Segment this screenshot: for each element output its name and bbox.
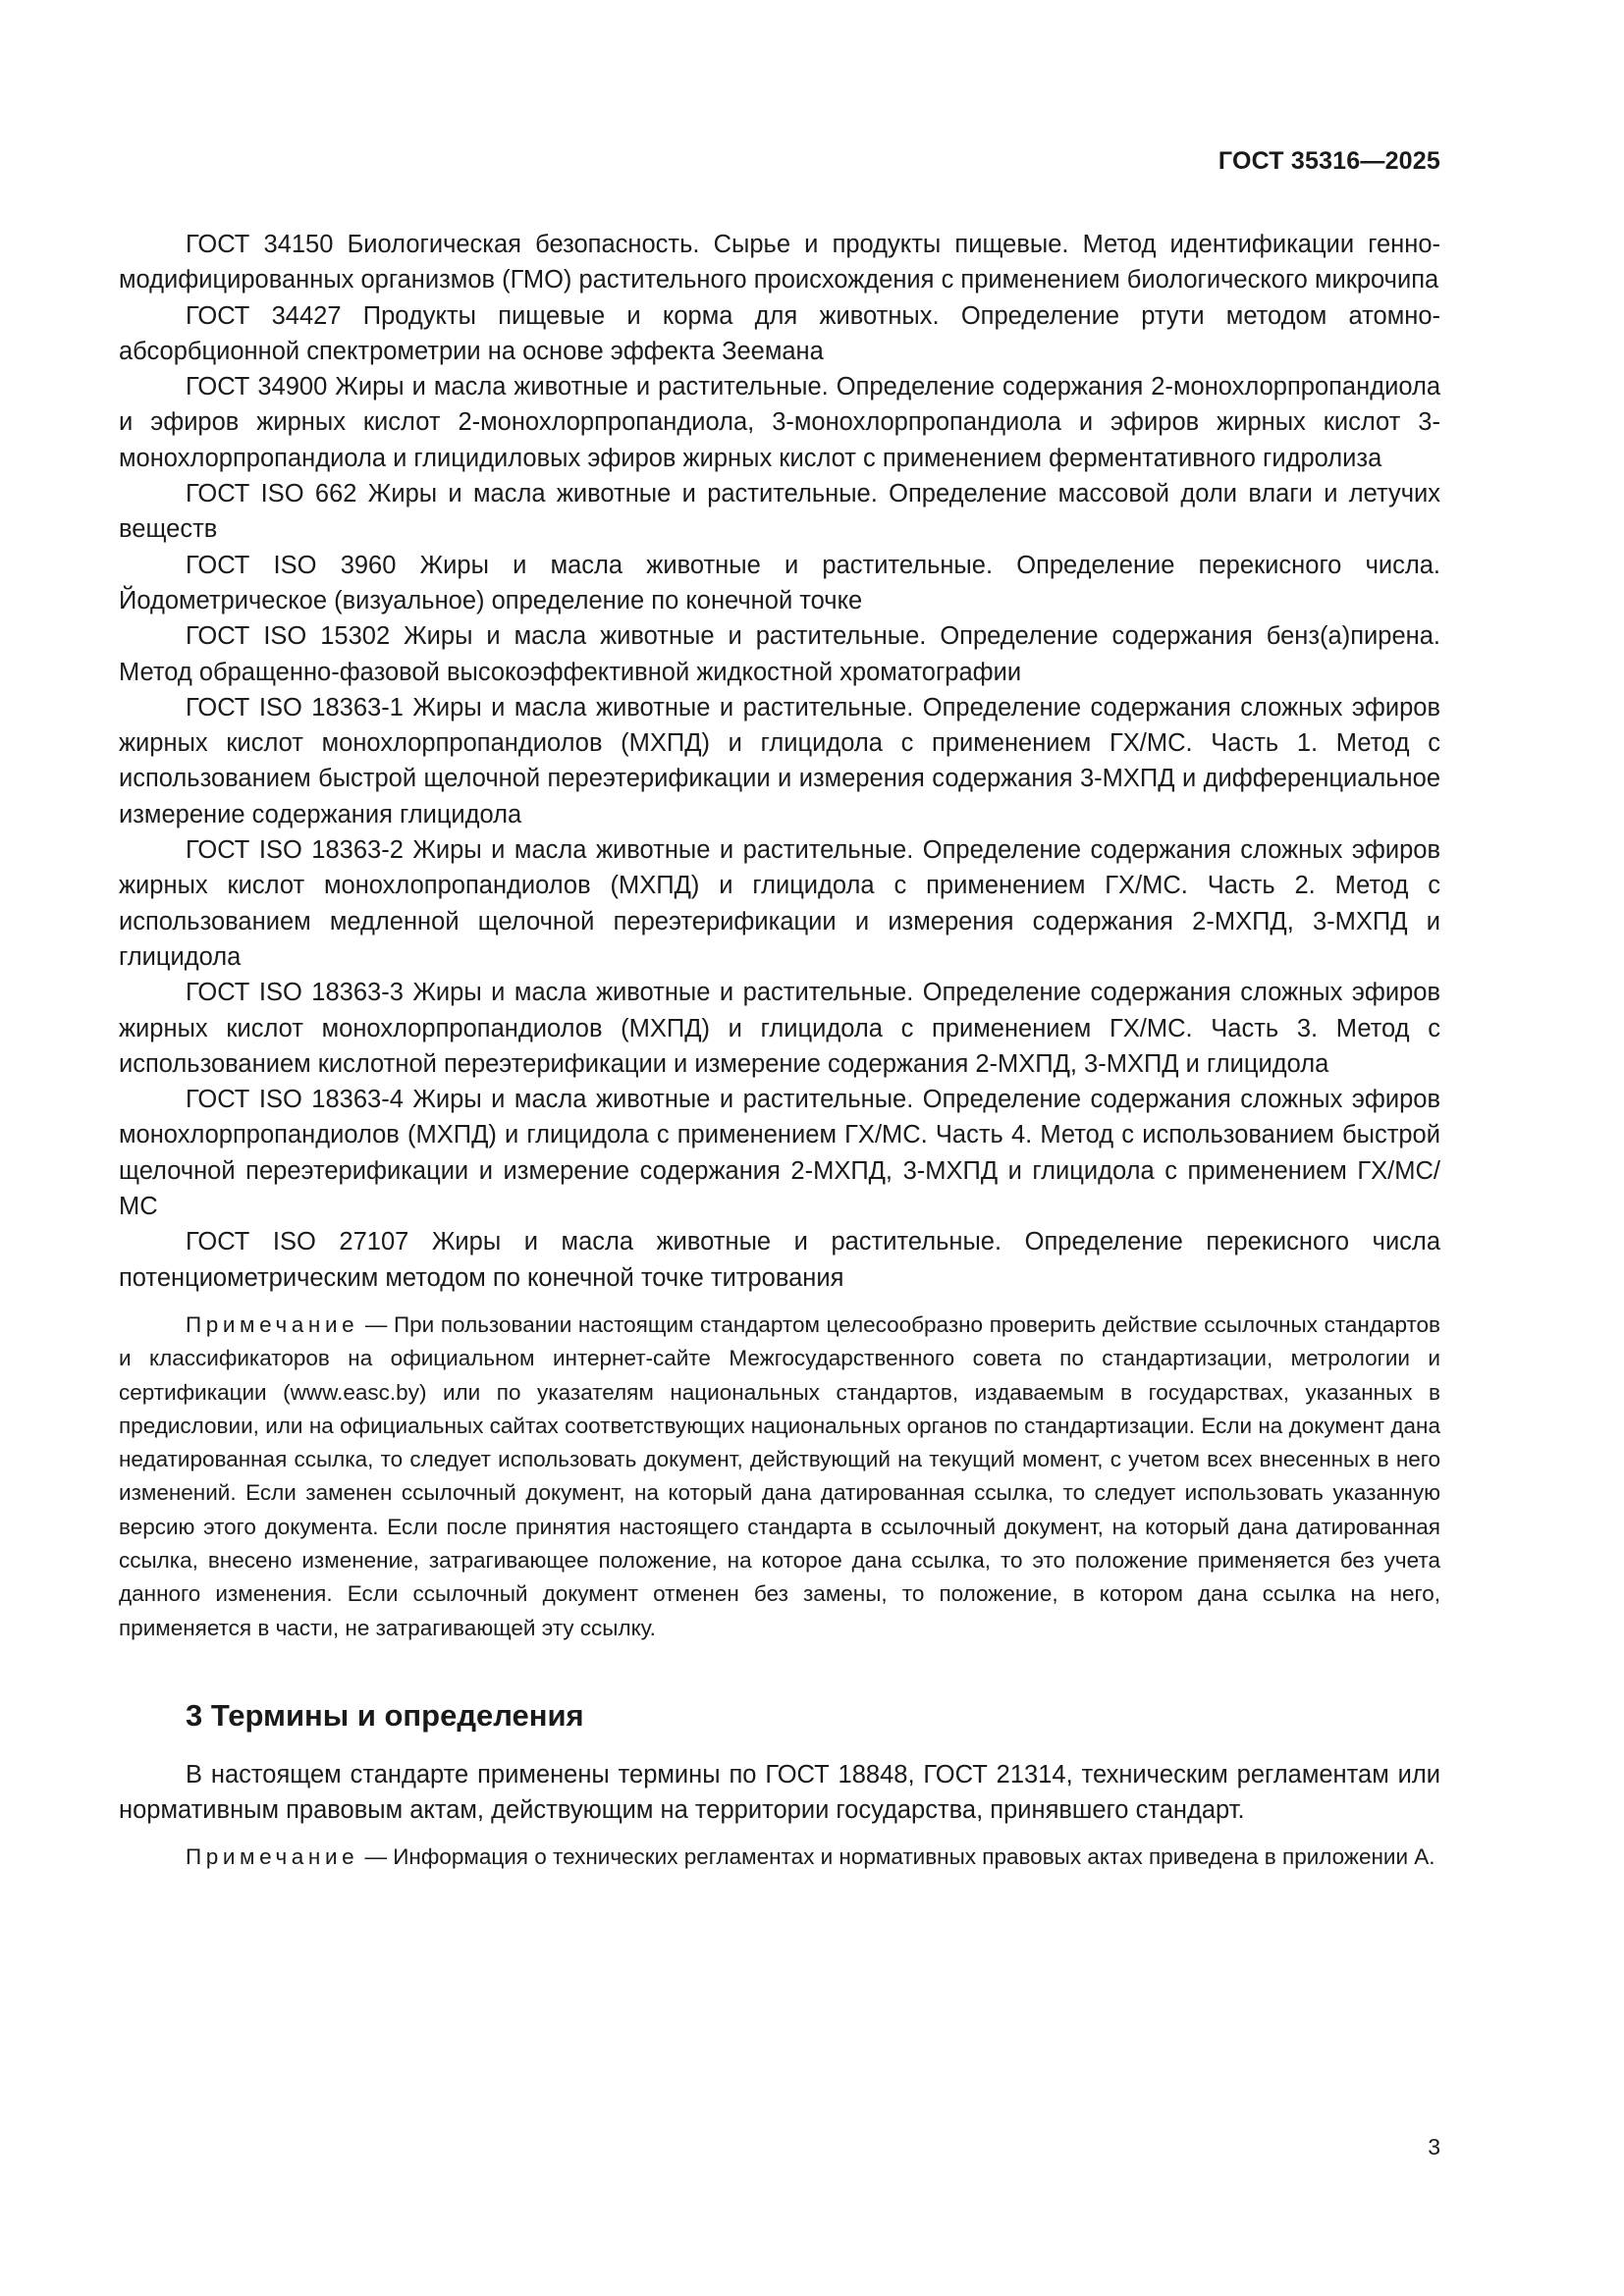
note-text: — При пользовании настоящим стандартом целесообразно проверить действие ссылочных стандартов и классификаторов на официальном интернет-сайте Межгосударственного совета по стандартизации, метрологии и сертификации (www.easc.by) или по указателям национальных стандартов, издаваемым в государствах, указанных в предисловии, или на официальных сайтах соответствующих национальных органов по стандартизации. Если на документ дана недатированная ссылка, то следует использовать документ, действующий на текущий момент, с учетом всех внесенных в него изменений. Если заменен ссылочный документ, на который дана датированная ссылка, то следует использовать указанную версию этого документа. Если после принятия настоящего стандарта в ссылочный документ, на который дана датированная ссылка, внесено изменение, затрагивающее положение, на которое дана ссылка, то это положение применяется без учета данного изменения. Если ссылочный документ отменен без замены, то положение, в котором дана ссылка на него, применяется в части, не затрагивающей эту ссылку. bbox=[119, 1311, 1440, 1640]
reference-item: ГОСТ ISO 18363-1 Жиры и масла животные и растительные. Определение содержания сложных эфиров жирных кислот монохлорпропандиолов (МХПД) и глицидола с применением ГХ/МС. Часть 1. Метод с использованием быстрой щелочной переэтерификации и измерения содержания 3-МХПД и дифференциальное измерение содержания глицидола bbox=[119, 693, 1440, 828]
page-content bbox=[119, 227, 1440, 1875]
terms-note bbox=[119, 1841, 1440, 1874]
reference-item: ГОСТ 34150 Биологическая безопасность. Сырье и продукты пищевые. Метод идентификации генно-модифицированных организмов (ГМО) растительного происхождения с применением биологического микрочипа bbox=[119, 231, 1440, 294]
references-note bbox=[119, 1308, 1440, 1645]
reference-item: ГОСТ 34900 Жиры и масла животные и растительные. Определение содержания 2-монохлорпропандиола и эфиров жирных кислот 2-монохлорпропандиола, 3-монохлорпропандиола и эфиров жирных кислот 3-монохлорпропандиола и глицидиловых эфиров жирных кислот с применением ферментативного гидролиза bbox=[119, 373, 1440, 472]
reference-item: ГОСТ ISO 15302 Жиры и масла животные и растительные. Определение содержания бенз(а)пирена. Метод обращенно-фазовой высокоэффективной жидкостной хроматографии bbox=[119, 622, 1440, 686]
reference-item: ГОСТ ISO 3960 Жиры и масла животные и растительные. Определение перекисного числа. Йодометрическое (визуальное) определение по конечной точке bbox=[119, 551, 1440, 614]
reference-item: ГОСТ 34427 Продукты пищевые и корма для животных. Определение ртути методом атомно-абсорбционной спектрометрии на основе эффекта Зеемана bbox=[119, 301, 1440, 365]
section-paragraph: В настоящем стандарте применены термины по ГОСТ 18848, ГОСТ 21314, техническим регламентам или нормативным правовым актам, действующим на территории государства, принявшего стандарт. bbox=[119, 1760, 1440, 1825]
reference-item: ГОСТ ISO 18363-4 Жиры и масла животные и растительные. Определение содержания сложных эфиров монохлорпропандиолов (МХПД) и глицидола с применением ГХ/МС. Часть 4. Метод с использованием быстрой щелочной переэтерификации и измерение содержания 2-МХПД, 3-МХПД и глицидола с применением ГХ/МС/МС bbox=[119, 1086, 1440, 1221]
section-title: 3 Термины и определения bbox=[186, 1697, 584, 1733]
reference-item: ГОСТ ISO 662 Жиры и масла животные и растительные. Определение массовой доли влаги и летучих веществ bbox=[119, 480, 1440, 544]
page-number: 3 bbox=[1428, 2134, 1440, 2160]
note-label: Примечание bbox=[186, 1311, 359, 1337]
note-text: — Информация о технических регламентах и нормативных правовых актах приведена в приложении А. bbox=[358, 1844, 1435, 1870]
note-label: Примечание bbox=[186, 1844, 359, 1870]
reference-item: ГОСТ ISO 18363-3 Жиры и масла животные и растительные. Определение содержания сложных эфиров жирных кислот монохлорпропандиолов (МХПД) и глицидола с применением ГХ/МС. Часть 3. Метод с использованием кислотной переэтерификации и измерение содержания 2-МХПД, 3-МХПД и глицидола bbox=[119, 979, 1440, 1078]
reference-item: ГОСТ ISO 18363-2 Жиры и масла животные и растительные. Определение содержания сложных эфиров жирных кислот монохлопропандиолов (МХПД) и глицидола с применением ГХ/МС. Часть 2. Метод с использованием медленной щелочной переэтерификации и измерения содержания 2-МХПД, 3-МХПД и глицидола bbox=[119, 836, 1440, 971]
normative-references-list bbox=[119, 227, 1440, 1296]
document-code: ГОСТ 35316—2025 bbox=[1218, 147, 1440, 175]
reference-item: ГОСТ ISO 27107 Жиры и масла животные и растительные. Определение перекисного числа потенциометрическим методом по конечной точке титрования bbox=[119, 1228, 1440, 1292]
